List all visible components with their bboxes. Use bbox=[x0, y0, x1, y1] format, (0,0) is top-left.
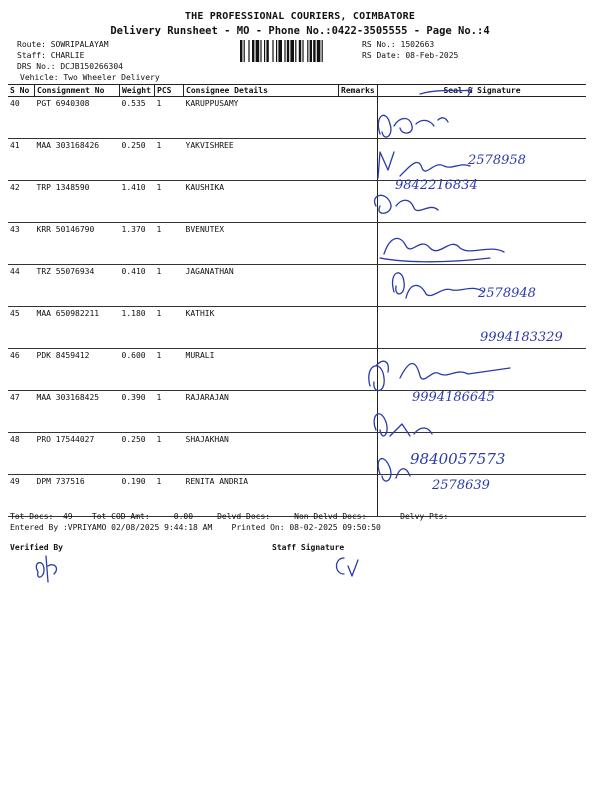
handwritten-phone-45: 9994183329 bbox=[480, 330, 563, 345]
cell-consignee: MURALI bbox=[184, 349, 339, 391]
cell-consignee: KAUSHIKA bbox=[184, 181, 339, 223]
col-consignee: Consignee Details bbox=[184, 85, 339, 97]
barcode-bar bbox=[295, 40, 296, 62]
handwritten-phone-49: 2578639 bbox=[432, 478, 490, 493]
staff-label: Staff: CHARLIE bbox=[17, 51, 85, 60]
cell-weight: 0.410 bbox=[120, 265, 155, 307]
cell-consignment: PDK 8459412 bbox=[35, 349, 120, 391]
cell-consignee: SHAJAKHAN bbox=[184, 433, 339, 475]
col-pcs: PCS bbox=[155, 85, 184, 97]
barcode-bar bbox=[252, 40, 254, 62]
staff-signature-mark bbox=[332, 552, 362, 580]
cell-consignee: KARUPPUSAMY bbox=[184, 97, 339, 139]
cell-consignee: RENITA ANDRIA bbox=[184, 475, 339, 517]
handwritten-phone-48: 9840057573 bbox=[410, 450, 506, 468]
barcode-bar bbox=[278, 40, 282, 62]
barcode-bar bbox=[310, 40, 312, 62]
barcode-bar bbox=[248, 40, 249, 62]
cell-sno: 47 bbox=[8, 391, 35, 433]
barcode-bar bbox=[302, 40, 303, 62]
barcode-bar bbox=[317, 40, 321, 62]
barcode-bar bbox=[272, 40, 273, 62]
cell-weight: 0.535 bbox=[120, 97, 155, 139]
barcode-bar bbox=[266, 40, 268, 62]
cell-weight: 0.190 bbox=[120, 475, 155, 517]
cell-sno: 42 bbox=[8, 181, 35, 223]
cell-sno: 43 bbox=[8, 223, 35, 265]
drs-number: DRS No.: DCJB150266304 bbox=[17, 62, 123, 71]
cell-consignment: KRR 50146790 bbox=[35, 223, 120, 265]
cell-consignment: MAA 303168426 bbox=[35, 139, 120, 181]
cell-consignment: MAA 650982211 bbox=[35, 307, 120, 349]
col-consignment: Consignment No bbox=[35, 85, 120, 97]
cell-sno: 45 bbox=[8, 307, 35, 349]
cell-consignee: JAGANATHAN bbox=[184, 265, 339, 307]
cell-consignment: PGT 6940308 bbox=[35, 97, 120, 139]
col-weight: Weight bbox=[120, 85, 155, 97]
cell-pcs: 1 bbox=[155, 139, 184, 181]
runsheet-title: Delivery Runsheet - MO - Phone No.:0422-3505555 - Page No.:4 bbox=[110, 25, 490, 37]
cell-consignment: DPM 737516 bbox=[35, 475, 120, 517]
route-label: Route: SOWRIPALAYAM bbox=[17, 40, 109, 49]
cell-sno: 44 bbox=[8, 265, 35, 307]
vehicle-type: Vehicle: Two Wheeler Delivery bbox=[20, 73, 160, 82]
verified-by-signature bbox=[30, 552, 70, 586]
cell-consignment: MAA 303168425 bbox=[35, 391, 120, 433]
cell-consignee: KATHIK bbox=[184, 307, 339, 349]
barcode-bar bbox=[322, 40, 323, 62]
handwritten-phone-42: 9842216834 bbox=[395, 178, 478, 193]
col-sno: S No bbox=[8, 85, 35, 97]
barcode-bar bbox=[244, 40, 245, 62]
rs-number: RS No.: 1502663 bbox=[362, 40, 435, 49]
handwritten-phone-47: 9994186645 bbox=[412, 390, 495, 405]
cell-sno: 48 bbox=[8, 433, 35, 475]
cell-sno: 40 bbox=[8, 97, 35, 139]
barcode-bar bbox=[284, 40, 285, 62]
barcode-bar bbox=[307, 40, 308, 62]
cell-pcs: 1 bbox=[155, 223, 184, 265]
barcode-image bbox=[240, 40, 350, 62]
cell-weight: 1.370 bbox=[120, 223, 155, 265]
col-seal-signature: Seal & Signature bbox=[378, 85, 587, 97]
cell-consignee: RAJARAJAN bbox=[184, 391, 339, 433]
barcode-bar bbox=[287, 40, 289, 62]
cell-weight: 0.250 bbox=[120, 433, 155, 475]
cell-weight: 0.390 bbox=[120, 391, 155, 433]
cell-weight: 1.180 bbox=[120, 307, 155, 349]
verified-by-label: Verified By bbox=[10, 543, 63, 552]
barcode-bar bbox=[240, 40, 242, 62]
cell-consignment: TRP 1348590 bbox=[35, 181, 120, 223]
barcode-bar bbox=[256, 40, 260, 62]
cell-weight: 1.410 bbox=[120, 181, 155, 223]
barcode-bar bbox=[299, 40, 301, 62]
cell-pcs: 1 bbox=[155, 265, 184, 307]
cell-sno: 49 bbox=[8, 475, 35, 517]
cell-pcs: 1 bbox=[155, 181, 184, 223]
entered-printed-line: Entered By :VPRIYAMO 02/08/2025 9:44:18 AM Printed On: 08-02-2025 09:50:50 bbox=[10, 523, 381, 532]
cell-consignee: YAKVISHREE bbox=[184, 139, 339, 181]
cell-consignment: PRO 17544027 bbox=[35, 433, 120, 475]
totals-line: Tot Docs: 49 Tot COD Amt: 0.00 Delvd Docs: Non Delvd Docs: Delvy Pts: bbox=[10, 512, 449, 521]
cell-consignment: TRZ 55076934 bbox=[35, 265, 120, 307]
barcode-bar bbox=[276, 40, 277, 62]
cell-pcs: 1 bbox=[155, 307, 184, 349]
handwritten-phone-41: 2578958 bbox=[468, 153, 526, 168]
cell-sno: 46 bbox=[8, 349, 35, 391]
cell-weight: 0.600 bbox=[120, 349, 155, 391]
rs-date: RS Date: 08-Feb-2025 bbox=[362, 51, 459, 60]
barcode-bar bbox=[264, 40, 265, 62]
cell-weight: 0.250 bbox=[120, 139, 155, 181]
cell-pcs: 1 bbox=[155, 391, 184, 433]
cell-pcs: 1 bbox=[155, 349, 184, 391]
cell-sno: 41 bbox=[8, 139, 35, 181]
cell-pcs: 1 bbox=[155, 475, 184, 517]
cell-consignee: BVENUTEX bbox=[184, 223, 339, 265]
staff-signature-label: Staff Signature bbox=[272, 543, 345, 552]
barcode-bar bbox=[260, 40, 261, 62]
cell-pcs: 1 bbox=[155, 433, 184, 475]
cell-pcs: 1 bbox=[155, 97, 184, 139]
company-name: THE PROFESSIONAL COURIERS, COIMBATORE bbox=[184, 11, 416, 22]
handwritten-phone-44: 2578948 bbox=[478, 286, 536, 301]
col-remarks: Remarks bbox=[339, 85, 378, 97]
barcode-bar bbox=[313, 40, 315, 62]
barcode-bar bbox=[290, 40, 294, 62]
